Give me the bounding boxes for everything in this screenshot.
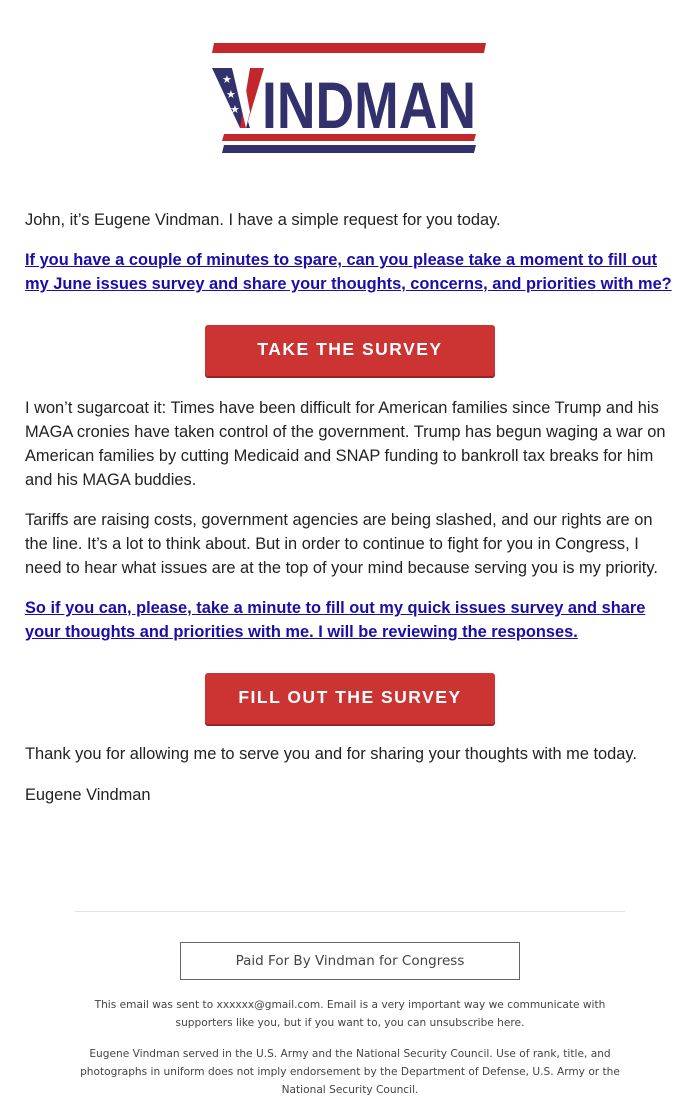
thanks-text: Thank you for allowing me to serve you and for sharing your thoughts with me today. <box>25 745 637 763</box>
email-body <box>25 208 675 807</box>
footer-divider <box>75 911 625 912</box>
survey-link-2[interactable]: So if you can, please, take a minute to fill out my quick issues survey and share your thoughts and priorities with me. I will be reviewing the responses. <box>25 599 646 641</box>
paid-for-box: Paid For By Vindman for Congress <box>180 942 520 980</box>
disclaimer-text: Eugene Vindman served in the U.S. Army and the National Security Council. Use of rank, title, and photographs in uniform does not imply endorsement by the Department of Defense, U.S. Army or the National Security Council. <box>80 1048 620 1096</box>
sent-middle: . Email is a very important way we communicate with supporters like you, but if you want to, you can <box>175 999 606 1029</box>
sent-suffix: . <box>521 1017 525 1029</box>
logo-bottom-stripe-navy <box>222 145 476 153</box>
paragraph-2: Tariffs are raising costs, government agencies are being slashed, and our rights are on the line. It’s a lot to think about. But in order to continue to fight for you in Congress, I need to hear what issues are at the top of your mind because serving you is my priority. <box>25 511 658 577</box>
survey-link-1[interactable]: If you have a couple of minutes to spare, can you please take a moment to fill out my June issues survey and share your thoughts, concerns, and priorities with me? <box>25 251 672 293</box>
star-icon: ★ <box>222 73 232 86</box>
fill-out-survey-button[interactable]: FILL OUT THE SURVEY <box>205 673 495 724</box>
paragraph-1: I won’t sugarcoat it: Times have been difficult for American families since Trump and his MAGA cronies have taken control of the government. Trump has begun waging a war on American families by cutting Medicaid and SNAP funding to bankroll tax breaks for him and his MAGA buddies. <box>25 399 666 489</box>
unsubscribe-link[interactable]: unsubscribe here <box>429 1017 522 1029</box>
take-survey-button[interactable]: TAKE THE SURVEY <box>205 325 495 376</box>
signature: Eugene Vindman <box>25 786 151 804</box>
logo-wordmark: INDMAN <box>262 68 476 142</box>
sent-notice <box>70 996 630 1032</box>
logo-top-stripe <box>212 43 486 53</box>
star-icon: ★ <box>226 88 236 101</box>
recipient-email: xxxxxx@gmail.com <box>216 999 321 1011</box>
sent-prefix: This email was sent to <box>94 999 217 1011</box>
button-row-1 <box>25 325 675 376</box>
button-row-2 <box>25 673 675 724</box>
vindman-logo <box>212 42 488 154</box>
star-icon: ★ <box>230 103 240 116</box>
greeting-text: John, it’s Eugene Vindman. I have a simple request for you today. <box>25 211 501 229</box>
